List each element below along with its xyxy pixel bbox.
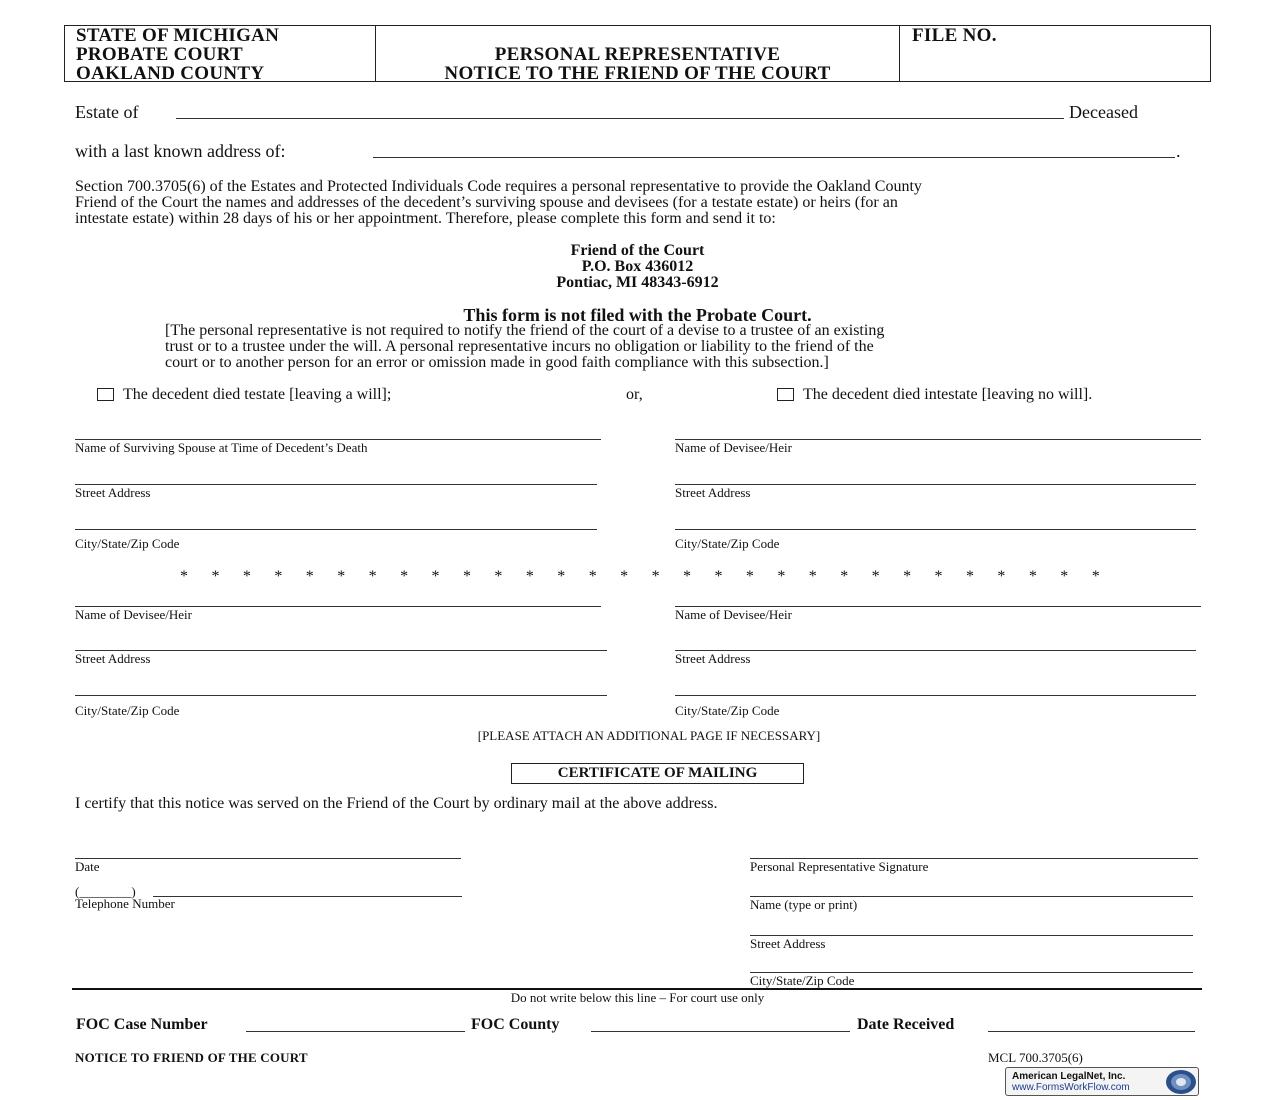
form-title-line: NOTICE TO THE FRIEND OF THE COURT [444,63,831,84]
court-line: OAKLAND COUNTY [76,63,265,84]
rep-street-label: Street Address [750,936,826,951]
devisee-1-street-field[interactable] [675,484,1196,485]
address-line: Pontiac, MI 48343-6912 [556,274,719,291]
last-address-field[interactable] [373,157,1175,158]
certificate-title: CERTIFICATE OF MAILING [511,763,804,784]
date-field[interactable] [75,858,461,859]
note-line: [The personal representative is not required to notify the friend of the court of a devise to a trustee of an existing [165,322,885,339]
spouse-city-label: City/State/Zip Code [75,536,180,551]
statute-footer: MCL 700.3705(6) [988,1050,1083,1065]
phone-area-code: (________) [75,884,136,899]
certificate-statement: I certify that this notice was served on the Friend of the Court by ordinary mail at the above address. [75,795,718,812]
star: * [525,568,534,585]
paragraph-line: Section 700.3705(6) of the Estates and Protected Individuals Code requires a personal representative to provide the Oakland County [75,178,922,195]
address-line: P.O. Box 436012 [581,258,694,275]
star: * [1091,568,1100,585]
star: * [588,568,597,585]
star: * [462,568,471,585]
phone-field[interactable] [153,896,462,897]
star: * [180,568,188,585]
star: * [337,568,346,585]
foc-case-number-label: FOC Case Number [76,1016,208,1033]
star: * [305,568,314,585]
testate-label: The decedent died testate [leaving a will]; [123,386,392,403]
date-received-label: Date Received [857,1016,955,1033]
estate-of-label: Estate of [75,102,139,122]
title-cell [376,26,900,84]
star: * [683,568,691,585]
intestate-checkbox[interactable] [777,388,794,401]
devisee-1-city-field[interactable] [675,529,1196,530]
devisee-1-name-label: Name of Devisee/Heir [675,440,792,455]
star: * [997,568,1006,585]
star: * [557,568,566,585]
court-use-notice: Do not write below this line – For court use only [510,990,765,1005]
devisee-1-street-label: Street Address [675,485,751,500]
star: * [934,568,943,585]
star: * [1028,568,1037,585]
devisee-2-city-label: City/State/Zip Code [75,703,180,718]
paragraph-line: Friend of the Court the names and addresses of the decedent’s surviving spouse and devisees (for a testate estate) or heirs (for an [75,194,898,211]
star: * [808,568,817,585]
star: * [840,568,849,585]
form-name-footer: NOTICE TO FRIEND OF THE COURT [75,1050,308,1065]
address-end: . [1176,141,1181,161]
deceased-label: Deceased [1069,102,1138,122]
court-line: PROBATE COURT [76,44,244,65]
star: * [651,568,660,585]
devisee-2-street-label: Street Address [75,651,151,666]
devisee-2-street-field[interactable] [75,650,607,651]
estate-name-field[interactable] [176,118,1064,119]
date-label: Date [75,859,100,874]
note-line: court or to another person for an error or omission made in good faith compliance with this subsection.] [165,354,829,371]
note-line: trust or to a trustee under the will. A personal representative incurs no obligation or liability to the friend of the [165,338,874,355]
devisee-2-name-label: Name of Devisee/Heir [75,607,192,622]
foc-county-label: FOC County [471,1016,560,1033]
trustee-note [165,323,884,371]
form-title-line: PERSONAL REPRESENTATIVE [494,44,781,65]
star-separator [180,568,1100,586]
star: * [274,568,283,585]
rep-name-label: Name (type or print) [750,897,858,912]
star: * [620,568,629,585]
star: * [242,568,251,585]
spouse-name-label: Name of Surviving Spouse at Time of Decedent’s Death [75,440,368,455]
paragraph-line: intestate estate) within 28 days of his or her appointment. Therefore, please complete this form and send it to: [75,210,776,227]
star: * [1060,568,1069,585]
star: * [965,568,974,585]
star: * [777,568,786,585]
spouse-city-field[interactable] [75,529,597,530]
foc-case-number-field[interactable] [246,1031,465,1032]
spouse-street-field[interactable] [75,484,597,485]
star: * [871,568,880,585]
address-line: Friend of the Court [570,242,705,259]
phone-label: Telephone Number [75,896,175,911]
or-label: or, [626,386,643,403]
foc-county-field[interactable] [591,1031,850,1032]
file-no-cell[interactable] [900,26,1210,81]
form-header [64,25,1211,82]
star: * [745,568,754,585]
brand-url: www.FormsWorkFlow.com [1012,1082,1130,1093]
star: * [714,568,723,585]
brand-badge[interactable] [1005,1067,1199,1096]
globe-icon [1164,1069,1198,1095]
star: * [400,568,409,585]
instruction-paragraph [75,179,922,227]
star: * [368,568,377,585]
signature-label: Personal Representative Signature [750,859,929,874]
foc-address [0,243,1275,291]
star: * [211,568,220,585]
court-cell [65,25,376,84]
devisee-3-street-field[interactable] [675,650,1196,651]
devisee-3-street-label: Street Address [675,651,751,666]
attach-note: [PLEASE ATTACH AN ADDITIONAL PAGE IF NECESSARY] [477,728,821,743]
star: * [903,568,912,585]
brand-name: American LegalNet, Inc. [1012,1071,1126,1082]
devisee-3-city-field[interactable] [675,695,1196,696]
rep-city-label: City/State/Zip Code [750,973,855,988]
testate-checkbox[interactable] [97,388,114,401]
address-label: with a last known address of: [75,141,286,161]
devisee-2-city-field[interactable] [75,695,607,696]
date-received-field[interactable] [988,1031,1195,1032]
star: * [494,568,503,585]
devisee-3-city-label: City/State/Zip Code [675,703,780,718]
star: * [431,568,440,585]
court-line: STATE OF MICHIGAN [76,25,280,46]
intestate-label: The decedent died intestate [leaving no will]. [803,386,1093,403]
not-filed-notice: This form is not filed with the Probate Court. [463,305,812,325]
file-no-label: FILE NO. [912,25,997,46]
devisee-1-city-label: City/State/Zip Code [675,536,780,551]
devisee-3-name-label: Name of Devisee/Heir [675,607,792,622]
spouse-street-label: Street Address [75,485,151,500]
